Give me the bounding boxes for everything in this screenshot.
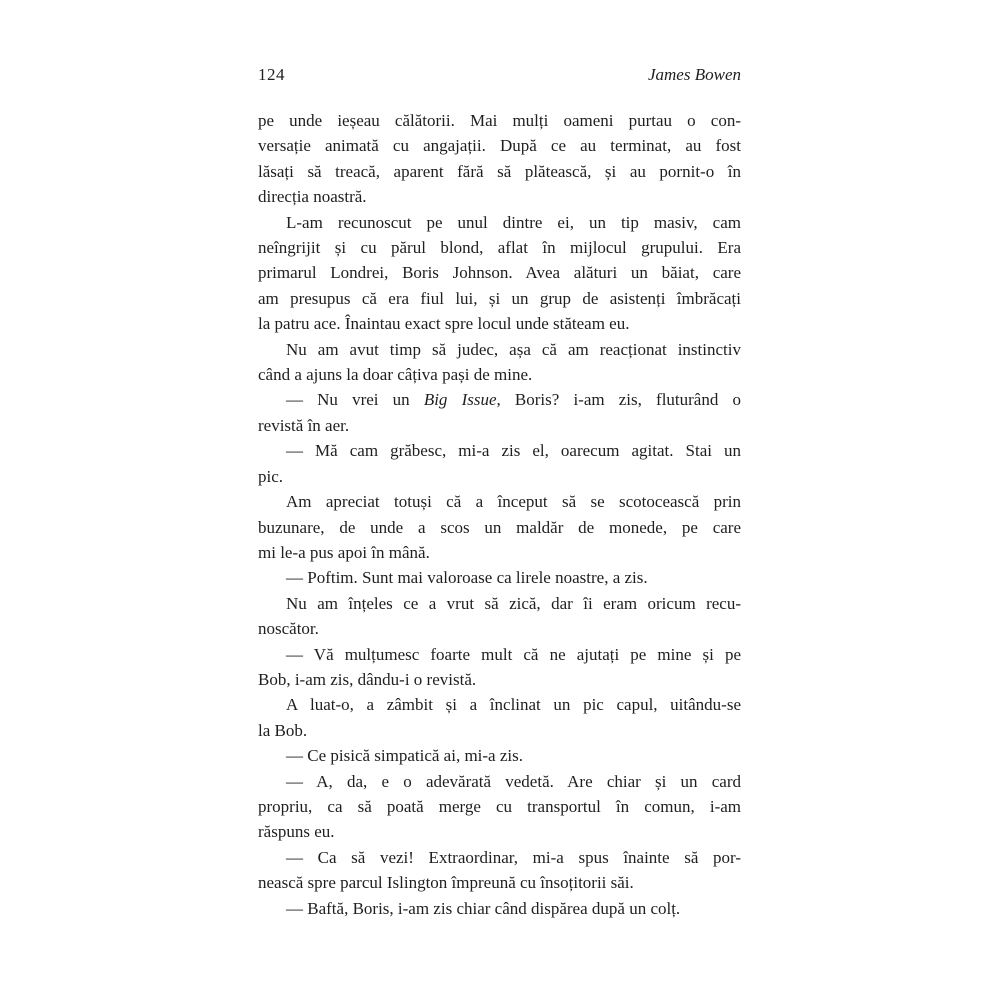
- paragraph: [258, 743, 741, 768]
- paragraph: [258, 387, 741, 438]
- text-line: L-am recunoscut pe unul dintre ei, un tip masiv, cam: [286, 212, 741, 232]
- text-line: direcția noastră.: [258, 187, 367, 207]
- text-line: lăsați să treacă, aparent fără să plătească, și au pornit-o în: [258, 161, 741, 181]
- text-line: răspuns eu.: [258, 822, 335, 842]
- text-line: — Ce pisică simpatică ai, mi-a zis.: [286, 746, 523, 766]
- paragraph: [258, 565, 741, 590]
- page-header: [258, 65, 741, 85]
- text-line: Nu am avut timp să judec, așa că am reacționat instinctiv: [286, 339, 741, 359]
- text-line: nească spre parcul Islington împreună cu însoțitorii săi.: [258, 873, 634, 893]
- text-line: buzunare, de unde a scos un maldăr de monede, pe care: [258, 517, 741, 537]
- text-line: revistă în aer.: [258, 415, 350, 435]
- paragraph: [258, 438, 741, 489]
- text-line: Am apreciat totuși că a început să se scotocească prin: [286, 492, 741, 512]
- running-header-author: James Bowen: [647, 65, 741, 84]
- text-line: — Nu vrei un Big Issue, Boris? i-am zis, fluturând o: [286, 390, 741, 410]
- text-line: primarul Londrei, Boris Johnson. Avea alături un băiat, care: [258, 263, 741, 283]
- text-line: Nu am înțeles ce a vrut să zică, dar îi eram oricum recu-: [286, 593, 741, 613]
- text-line: — Vă mulțumesc foarte mult că ne ajutați pe mine și pe: [286, 644, 741, 664]
- page-body: [258, 108, 741, 921]
- paragraph: [258, 489, 741, 565]
- text-line: neîngrijit și cu părul blond, aflat în mijlocul grupului. Era: [258, 238, 741, 258]
- text-line: — Ca să vezi! Extraordinar, mi-a spus înainte să por-: [286, 847, 741, 867]
- text-line: pic.: [258, 466, 284, 486]
- paragraph: [258, 769, 741, 845]
- paragraph: [258, 108, 741, 210]
- page-number: 124: [258, 65, 285, 84]
- paragraph: [258, 210, 741, 337]
- text-line: la patru ace. Înaintau exact spre locul unde stăteam eu.: [258, 314, 630, 334]
- text-line: când a ajuns la doar câțiva pași de mine.: [258, 365, 533, 385]
- text-line: — Poftim. Sunt mai valoroase ca lirele noastre, a zis.: [286, 568, 648, 588]
- text-line: noscător.: [258, 619, 319, 639]
- paragraph: [258, 337, 741, 388]
- paragraph: [258, 692, 741, 743]
- text-line: — A, da, e o adevărată vedetă. Are chiar și un card: [286, 771, 741, 791]
- paragraph: [258, 642, 741, 693]
- text-line: — Mă cam grăbesc, mi-a zis el, oarecum agitat. Stai un: [286, 441, 741, 461]
- paragraph: [258, 591, 741, 642]
- text-line: am presupus că era fiul lui, și un grup de asistenți îmbrăcați: [258, 288, 741, 308]
- text-line: pe unde ieșeau călătorii. Mai mulți oameni purtau o con-: [258, 111, 741, 130]
- paragraph: [258, 896, 741, 921]
- text-line: A luat-o, a zâmbit și a înclinat un pic capul, uitându-se: [286, 695, 741, 715]
- paragraph: [258, 845, 741, 896]
- text-line: la Bob.: [258, 720, 308, 740]
- text-line: — Baftă, Boris, i-am zis chiar când dispărea după un colț.: [286, 898, 681, 918]
- text-line: propriu, ca să poată merge cu transportul în comun, i-am: [258, 796, 741, 816]
- text-line: mi le-a pus apoi în mână.: [258, 542, 430, 562]
- text-line: Bob, i-am zis, dându-i o revistă.: [258, 669, 477, 689]
- text-line: versație animată cu angajații. După ce au terminat, au fost: [258, 136, 741, 156]
